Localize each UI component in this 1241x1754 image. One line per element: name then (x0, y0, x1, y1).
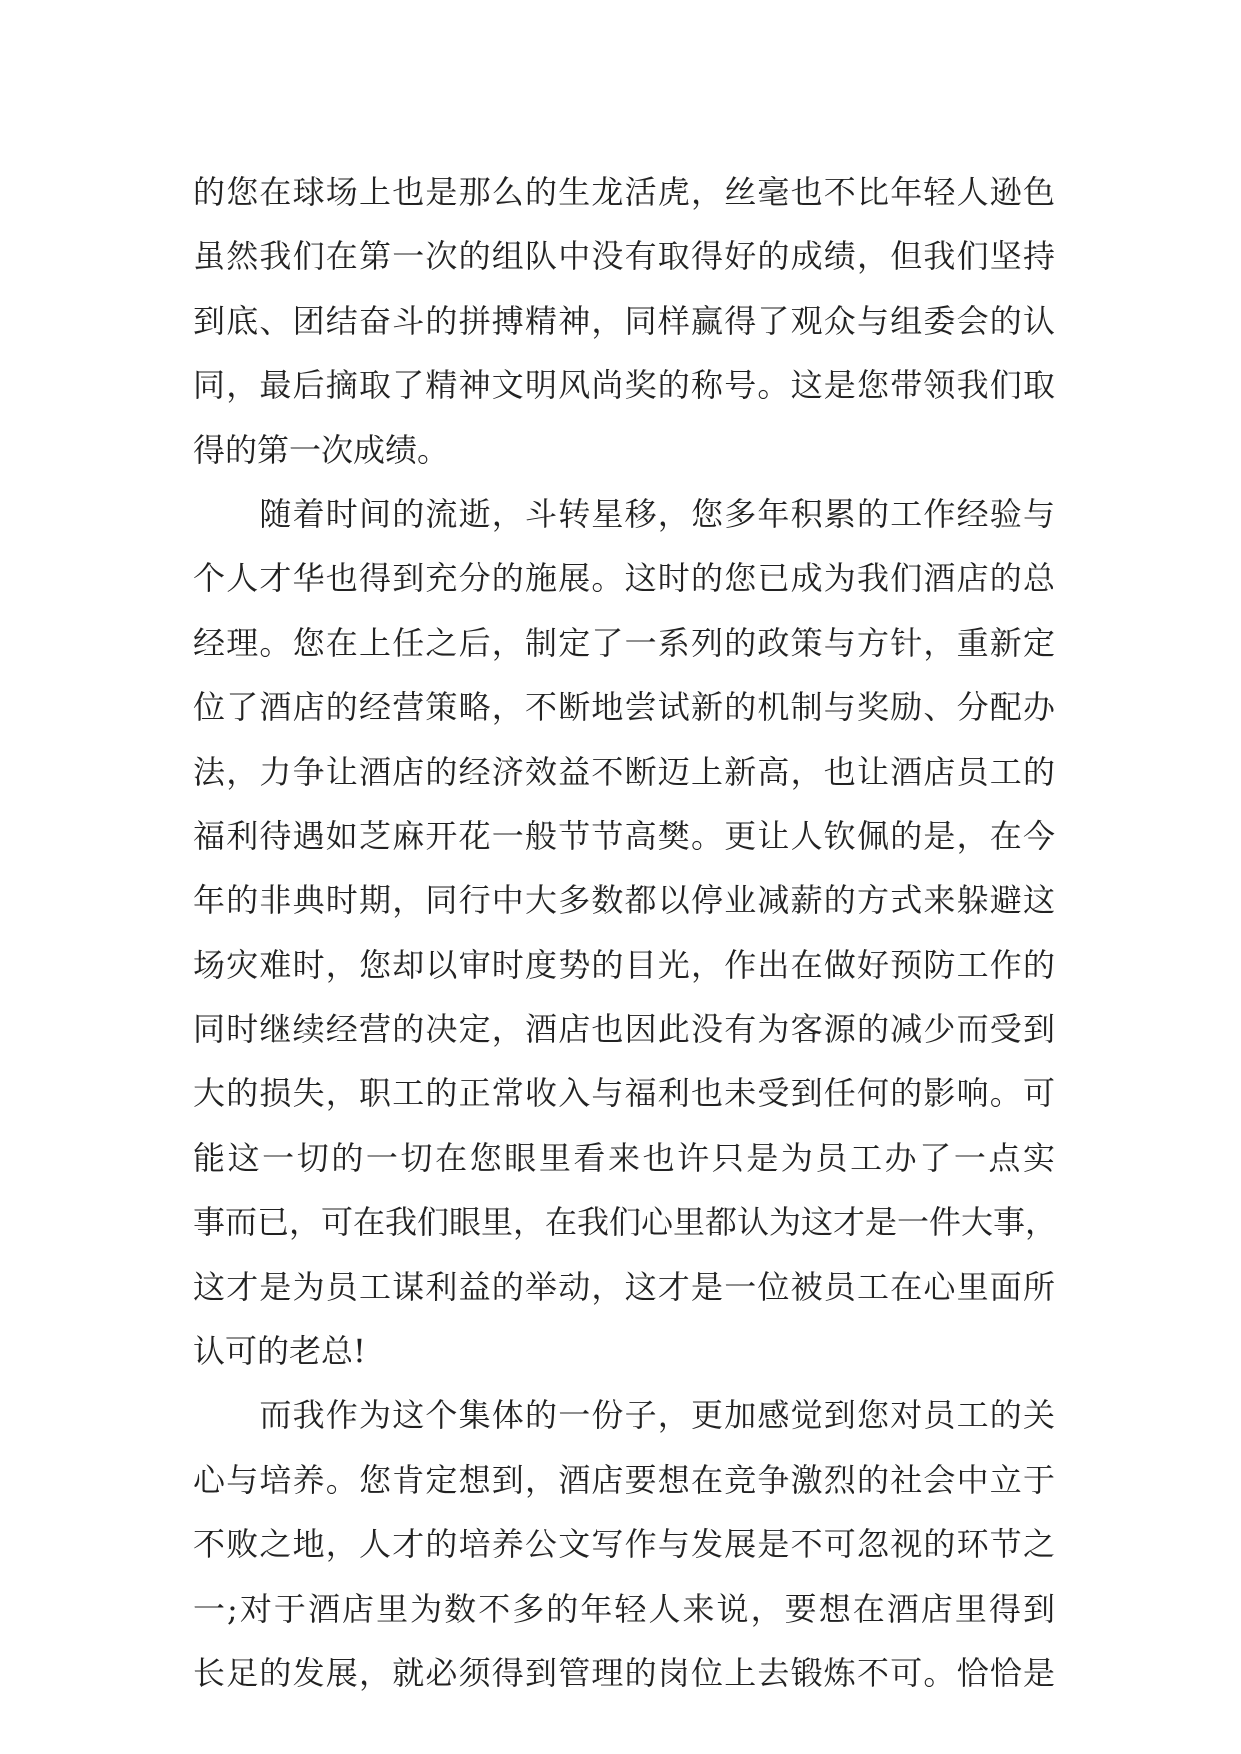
text-line: 随着时间的流逝，斗转星移，您多年积累的工作经验与 (193, 494, 1055, 533)
text-line: 认可的老总! (193, 1332, 366, 1371)
text-line: 到底、团结奋斗的拼搏精神，同样赢得了观众与组委会的认 (193, 301, 1055, 340)
text-line: 的您在球场上也是那么的生龙活虎，丝毫也不比年轻人逊色 (193, 173, 1055, 211)
text-line: 个人才华也得到充分的施展。这时的您已成为我们酒店的总 (193, 559, 1055, 598)
text-line: 得的第一次成绩。 (193, 430, 450, 469)
text-line: 年的非典时期，同行中大多数都以停业减薪的方式来躲避这 (193, 881, 1055, 920)
text-line: 这才是为员工谋利益的举动，这才是一位被员工在心里面所 (193, 1267, 1055, 1306)
text-line: 虽然我们在第一次的组队中没有取得好的成绩，但我们坚持 (193, 237, 1055, 276)
text-line: 长足的发展，就必须得到管理的岗位上去锻炼不可。恰恰是 (193, 1653, 1055, 1692)
text-line: 一;对于酒店里为数不多的年轻人来说，要想在酒店里得到 (193, 1589, 1055, 1628)
text-line: 场灾难时，您却以审时度势的目光，作出在做好预防工作的 (193, 945, 1055, 984)
text-line: 法，力争让酒店的经济效益不断迈上新高，也让酒店员工的 (193, 752, 1055, 791)
text-line: 福利待遇如芝麻开花一般节节高樊。更让人钦佩的是，在今 (193, 816, 1055, 855)
text-line: 同时继续经营的决定，酒店也因此没有为客源的减少而受到 (193, 1010, 1055, 1049)
text-line: 经理。您在上任之后，制定了一系列的政策与方针，重新定 (193, 623, 1055, 662)
text-line: 同，最后摘取了精神文明风尚奖的称号。这是您带领我们取 (193, 366, 1055, 405)
text-line: 能这一切的一切在您眼里看来也许只是为员工办了一点实 (193, 1138, 1055, 1177)
text-line: 位了酒店的经营策略，不断地尝试新的机制与奖励、分配办 (193, 688, 1055, 727)
text-line: 心与培养。您肯定想到，酒店要想在竞争激烈的社会中立于 (193, 1460, 1055, 1499)
text-line: 大的损失，职工的正常收入与福利也未受到任何的影响。可 (193, 1074, 1055, 1113)
text-line: 事而已，可在我们眼里，在我们心里都认为这才是一件大事， (193, 1203, 1058, 1242)
body-text (193, 160, 1058, 1705)
text-line: 而我作为这个集体的一份子，更加感觉到您对员工的关 (193, 1396, 1055, 1435)
text-line: 不败之地，人才的培养公文写作与发展是不可忽视的环节之 (193, 1525, 1055, 1564)
